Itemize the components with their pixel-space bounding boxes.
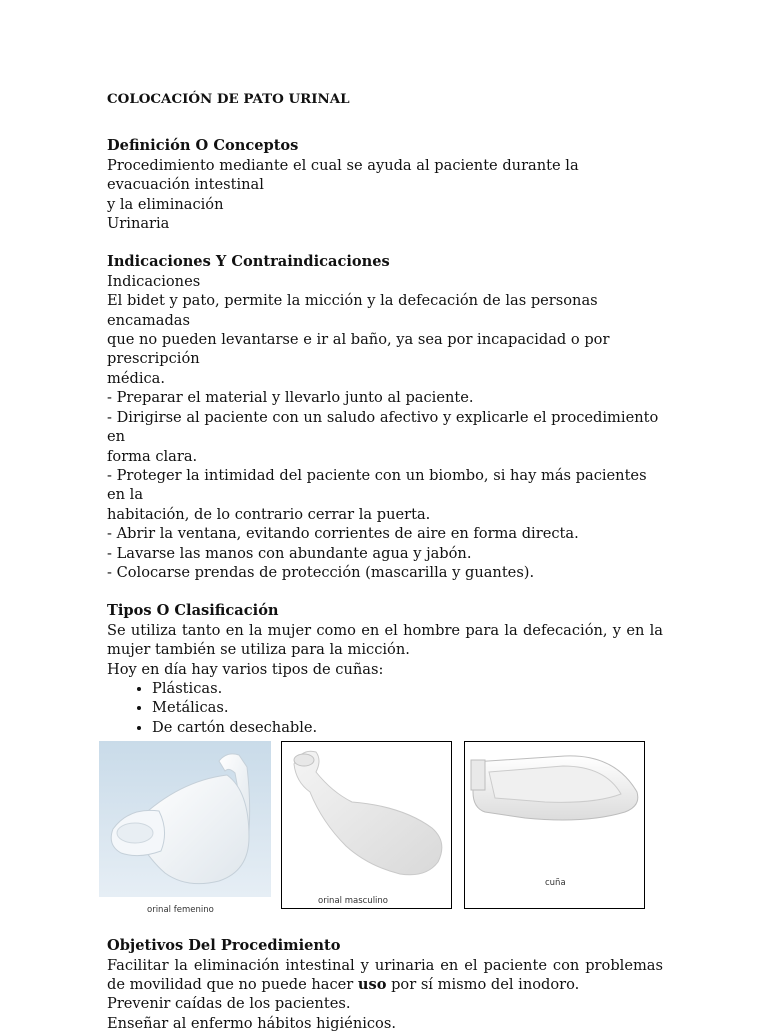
heading-objetivos: Objetivos Del Procedimiento	[107, 937, 341, 955]
text-line: - Colocarse prendas de protección (mascarilla y guantes).	[107, 563, 535, 581]
text-line: Urinaria	[107, 215, 170, 233]
figure-cuna	[464, 741, 645, 909]
paragraph-tipos: Se utiliza tanto en la mujer como en el hombre para la defecación, y en la mujer también se utiliza para la micción.	[107, 621, 663, 659]
text-line: Enseñar al enfermo hábitos higiénicos.	[107, 1014, 396, 1032]
heading-definicion: Definición O Conceptos	[107, 137, 299, 155]
figure-row	[99, 741, 663, 921]
text-line: Prevenir caídas de los pacientes.	[107, 995, 351, 1013]
document-title: COLOCACIÓN DE PATO URINAL	[107, 91, 350, 107]
caption-orinal-femenino: orinal femenino	[147, 905, 214, 916]
text-line: Procedimiento mediante el cual se ayuda al paciente durante la evacuación intestinal	[107, 156, 579, 194]
female-urinal-image	[99, 741, 271, 897]
text-span: por sí mismo del inodoro.	[386, 976, 580, 993]
bullet-list	[107, 679, 663, 737]
text-span: Facilitar la eliminación intestinal y urinaria en el paciente con problemas de movilidad que no puede hacer	[107, 956, 663, 993]
text-line: médica.	[107, 369, 165, 387]
list-item: • De cartón desechable.	[152, 718, 663, 737]
text-line: Hoy en día hay varios tipos de cuñas:	[107, 660, 384, 678]
text-line: - Preparar el material y llevarlo junto al paciente.	[107, 389, 474, 407]
document-body	[107, 90, 663, 1033]
heading-tipos: Tipos O Clasificación	[107, 602, 279, 620]
caption-orinal-masculino: orinal masculino	[318, 896, 389, 907]
list-item: • Metálicas.	[152, 698, 663, 717]
text-line: habitación, de lo contrario cerrar la puerta.	[107, 505, 431, 523]
bold-word: uso	[357, 976, 387, 993]
paragraph-objetivos	[107, 956, 663, 995]
text-line: - Lavarse las manos con abundante agua y jabón.	[107, 544, 472, 562]
text-line: Indicaciones	[107, 272, 201, 290]
text-line: forma clara.	[107, 447, 198, 465]
text-line: - Proteger la intimidad del paciente con un biombo, si hay más pacientes en la	[107, 466, 647, 504]
text-line: que no pueden levantarse e ir al baño, ya sea por incapacidad o por prescripción	[107, 331, 610, 368]
bedpan-image	[465, 742, 644, 842]
text-line: El bidet y pato, permite la micción y la defecación de las personas encamadas	[107, 292, 598, 329]
text-line: - Abrir la ventana, evitando corrientes de aire en forma directa.	[107, 525, 579, 543]
figure-orinal-masculino	[281, 741, 452, 909]
caption-cuna: cuña	[545, 878, 566, 889]
text-line: y la eliminación	[107, 195, 224, 213]
figure-orinal-femenino	[99, 741, 271, 921]
heading-indicaciones: Indicaciones Y Contraindicaciones	[107, 253, 390, 271]
male-urinal-image	[282, 742, 451, 882]
list-item: • Plásticas.	[152, 679, 663, 698]
text-line: - Dirigirse al paciente con un saludo afectivo y explicarle el procedimiento en	[107, 408, 659, 446]
